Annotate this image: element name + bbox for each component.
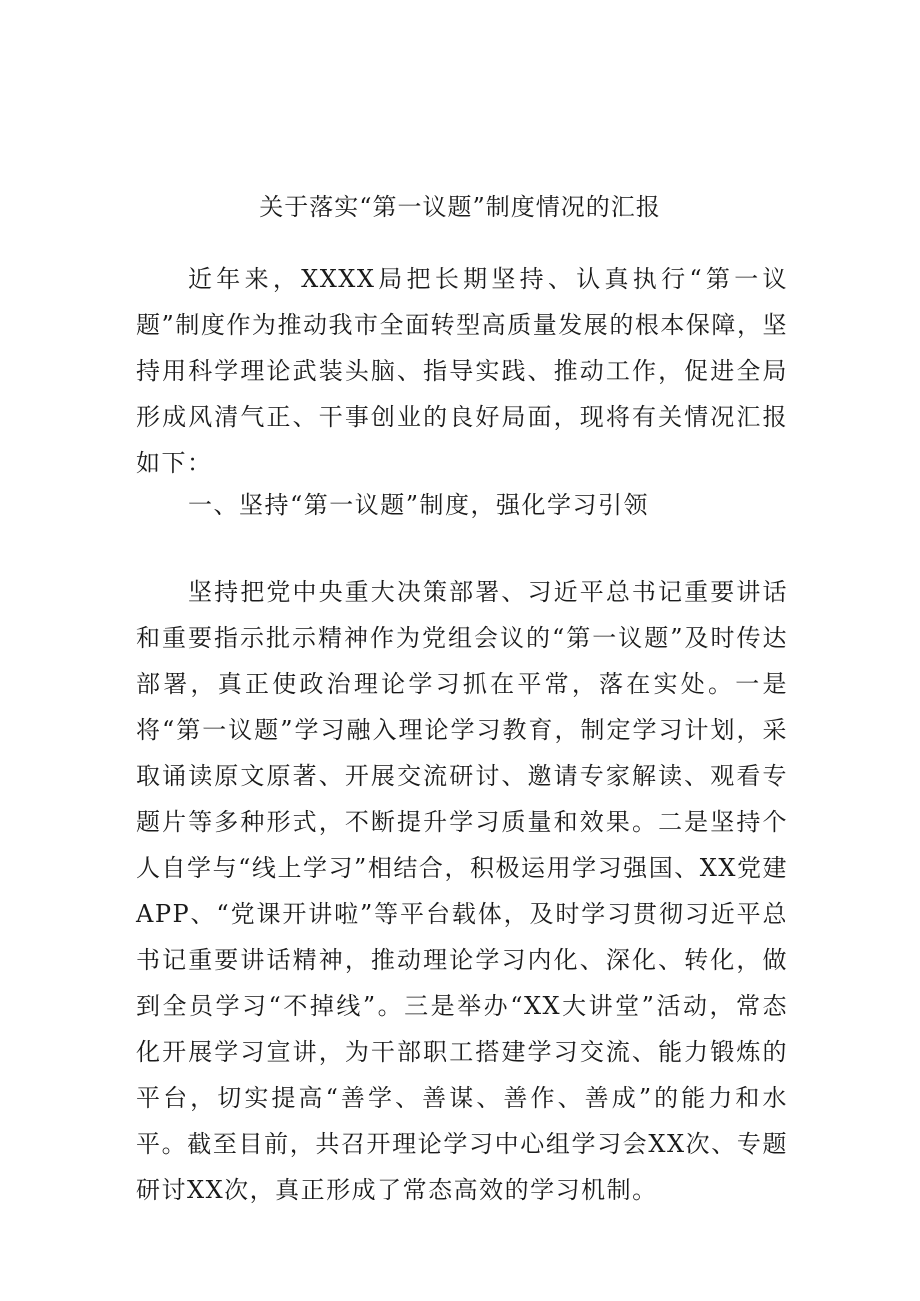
document-title: 关于落实“第一议题”制度情况的汇报: [259, 193, 661, 221]
section-body-paragraph: 坚持把党中央重大决策部署、习近平总书记重要讲话和重要指示批示精神作为党组会议的“第一议题”及时传达部署，真正使政治理论学习抓在平常，落在实处。一是将“第一议题”学习融入理论学习教育，制定学习计划，采取诵读原文原著、开展交流研讨、邀请专家解读、观看专题片等多种形式，不断提升学习质量和效果。二是坚持个人自学与“线上学习”相结合，积极运用学习强国、XX党建APP、“党课开讲啦”等平台载体，及时学习贯彻习近平总书记重要讲话精神，推动理论学习内化、深化、转化，做到全员学习“不掉线”。三是举办“XX大讲堂”活动，常态化开展学习宣讲，为干部职工搭建学习交流、能力锻炼的平台，切实提高“善学、善谋、善作、善成”的能力和水平。截至目前，共召开理论学习中心组学习会XX次、专题研讨XX次，真正形成了常态高效的学习机制。: [136, 578, 788, 1204]
section-heading: 一、坚持“第一议题”制度，强化学习引领: [188, 491, 650, 519]
intro-paragraph: 近年来，XXXX局把长期坚持、认真执行“第一议题”制度作为推动我市全面转型高质量发展的根本保障，坚持用科学理论武装头脑、指导实践、推动工作，促进全局形成风清气正、干事创业的良好局面，现将有关情况汇报如下：: [136, 265, 788, 477]
